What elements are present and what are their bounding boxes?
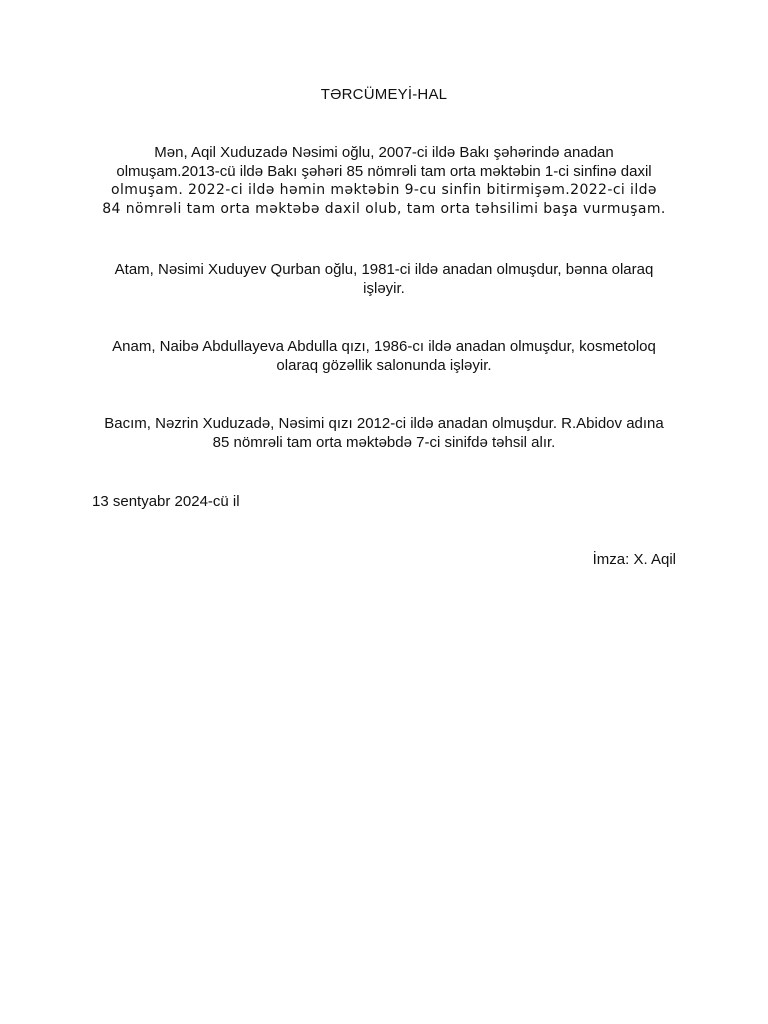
paragraph-father bbox=[92, 260, 676, 298]
paragraph-education-line-4: 84 nömrəli tam orta məktəbə daxil olub, tam orta təhsilimi başa vurmuşam. bbox=[102, 201, 666, 217]
paragraph-sister bbox=[92, 414, 676, 452]
paragraph-mother-line-1: Anam, Naibə Abdullayeva Abdulla qızı, 1986-cı ildə anadan olmuşdur, kosmetoloq bbox=[112, 338, 656, 355]
paragraph-education bbox=[92, 143, 676, 219]
signature-line: İmza: X. Aqil bbox=[592, 551, 676, 568]
paragraph-education-line-3: olmuşam. 2022-ci ildə həmin məktəbin 9-cu sinfin bitirmişəm.2022-ci ildə bbox=[111, 182, 657, 198]
paragraph-father-line-1: Atam, Nəsimi Xuduyev Qurban oğlu, 1981-ci ildə anadan olmuşdur, bənna olaraq bbox=[114, 261, 654, 278]
paragraph-sister-line-1: Bacım, Nəzrin Xuduzadə, Nəsimi qızı 2012-ci ildə anadan olmuşdur. R.Abidov adına bbox=[104, 415, 664, 432]
document-title: TƏRCÜMEYİ-HAL bbox=[320, 86, 448, 103]
paragraph-education-line-1: Mən, Aqil Xuduzadə Nəsimi oğlu, 2007-ci ildə Bakı şəhərində anadan bbox=[154, 144, 614, 161]
paragraph-mother-line-2: olaraq gözəllik salonunda işləyir. bbox=[276, 357, 492, 374]
paragraph-mother bbox=[92, 337, 676, 375]
paragraph-sister-line-2: 85 nömrəli tam orta məktəbdə 7-ci sinifdə təhsil alır. bbox=[212, 434, 556, 451]
paragraph-education-line-2: olmuşam.2013-cü ildə Bakı şəhəri 85 nömrəli tam orta məktəbin 1-ci sinfinə daxil bbox=[116, 163, 652, 180]
document-date: 13 sentyabr 2024-cü il bbox=[92, 493, 240, 510]
paragraph-father-line-2: işləyir. bbox=[363, 280, 405, 297]
